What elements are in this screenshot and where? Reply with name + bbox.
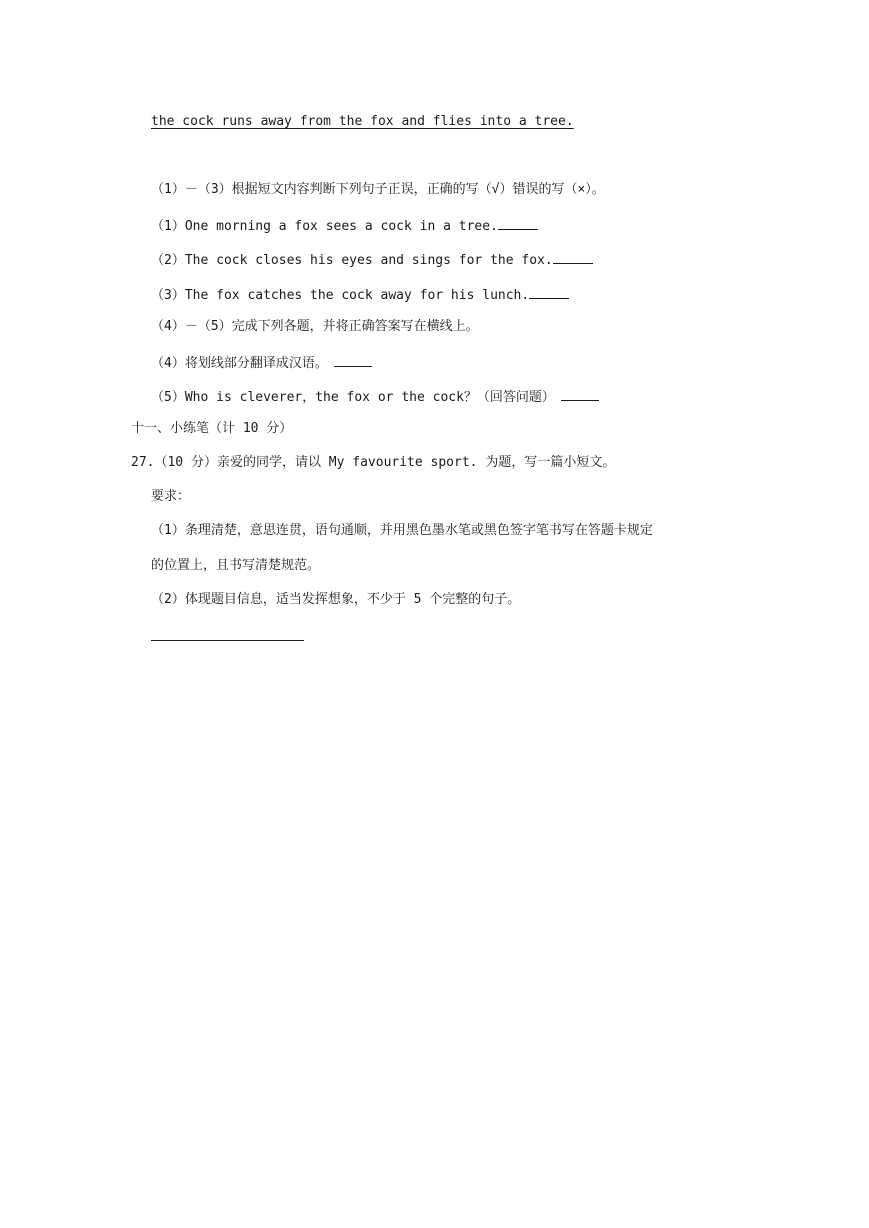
question-4-text: （4）将划线部分翻译成汉语。 — [151, 356, 328, 371]
answer-blank-4[interactable] — [334, 352, 372, 367]
question-3 — [151, 284, 569, 305]
essay-writing-line[interactable] — [151, 640, 304, 641]
question-5-text: （5）Who is cleverer，the fox or the cock？（回答问题） — [151, 390, 555, 405]
answer-blank-5[interactable] — [561, 386, 599, 401]
question-2-text: （2）The cock closes his eyes and sings for the fox. — [151, 253, 553, 268]
section-11-heading: 十一、小练笔（计 10 分） — [131, 421, 293, 436]
answer-blank-1[interactable] — [498, 215, 538, 230]
requirement-1-line-2: 的位置上，且书写清楚规范。 — [151, 558, 321, 573]
question-3-text: （3）The fox catches the cock away for his lunch. — [151, 288, 530, 303]
question-4 — [151, 352, 372, 373]
requirement-1-line-1: （1）条理清楚，意思连贯，语句通顺，并用黑色墨水笔或黑色签字笔书写在答题卡规定 — [151, 523, 653, 538]
part-a-instruction: （1）－（3）根据短文内容判断下列句子正误，正确的写（√）错误的写（×）。 — [151, 182, 605, 197]
question-1-text: （1）One morning a fox sees a cock in a tree. — [151, 219, 498, 234]
answer-blank-2[interactable] — [553, 249, 593, 264]
part-b-instruction: （4）－（5）完成下列各题，并将正确答案写在横线上。 — [151, 319, 479, 334]
question-5 — [151, 386, 599, 407]
question-1 — [151, 215, 538, 236]
requirements-label: 要求： — [151, 489, 191, 504]
requirement-2: （2）体现题目信息，适当发挥想象，不少于 5 个完整的句子。 — [151, 592, 521, 607]
question-27: 27.（10 分）亲爱的同学，请以 My favourite sport. 为题，写一篇小短文。 — [131, 455, 616, 470]
passage-underlined-sentence: the cock runs away from the fox and flies into a tree. — [151, 114, 574, 129]
answer-blank-3[interactable] — [529, 284, 569, 299]
question-2 — [151, 249, 593, 270]
